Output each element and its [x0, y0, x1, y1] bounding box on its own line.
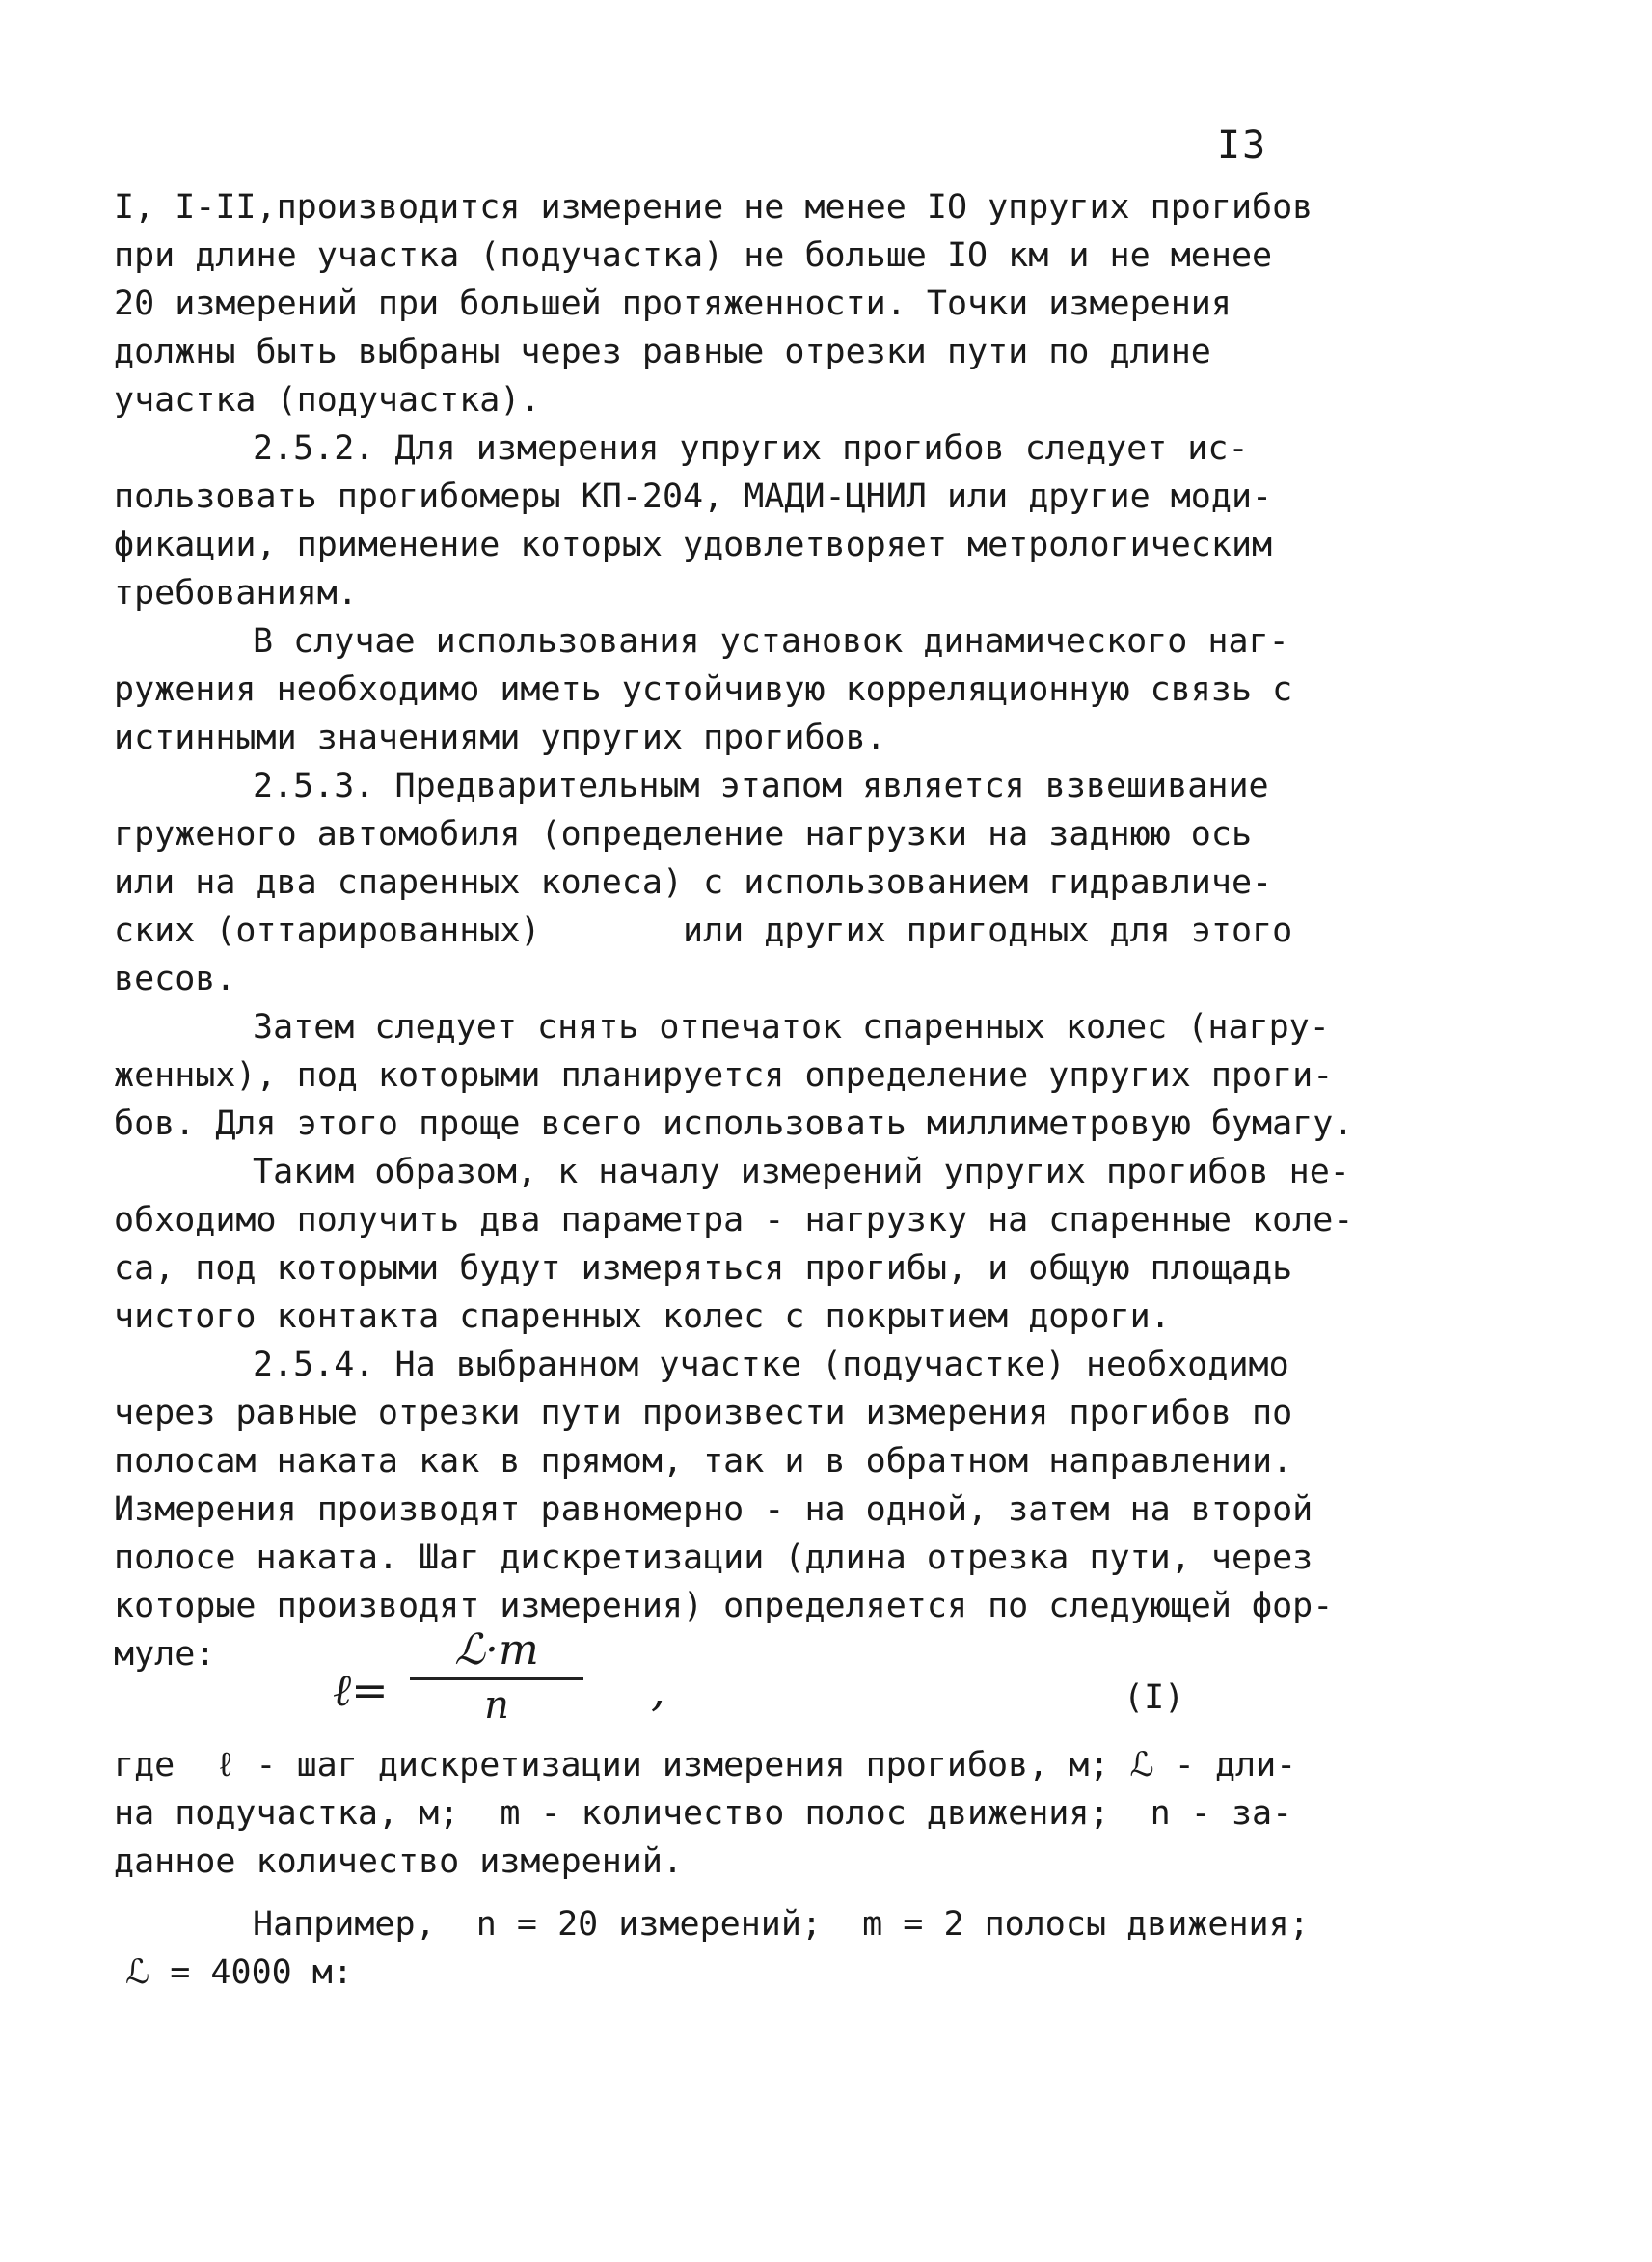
text-line: пользовать прогибомеры КП-204, МАДИ-ЦНИЛ или другие моди- — [114, 477, 1273, 516]
text-line: Измерения производят равномерно - на одной, затем на второй — [114, 1490, 1313, 1529]
text-line: которые производят измерения) определяется по следующей фор- — [114, 1587, 1334, 1625]
text-line: В случае использования установок динамического наг- — [253, 622, 1289, 661]
formula-denominator: n — [484, 1683, 509, 1728]
text-line: са, под которыми будут измеряться прогибы, и общую площадь — [114, 1249, 1293, 1288]
text-line: муле: — [114, 1635, 216, 1674]
text-line: участка (подучастка). — [114, 381, 541, 420]
text-line: груженого автомобиля (определение нагрузки на заднюю ось — [114, 815, 1253, 854]
text-line: истинными значениями упругих прогибов. — [114, 719, 886, 757]
formula-numerator: ℒ·m — [454, 1625, 539, 1675]
text-line: Затем следует снять отпечаток спаренных колес (нагру- — [253, 1008, 1330, 1047]
formula-fraction — [410, 1625, 583, 1727]
text-line: полосе наката. Шаг дискретизации (длина отрезка пути, через — [114, 1539, 1313, 1577]
text-line: чистого контакта спаренных колес с покрытием дороги. — [114, 1297, 1171, 1336]
text-line: 2.5.3. Предварительным этапом является взвешивание — [253, 767, 1269, 805]
text-line: весов. — [114, 960, 236, 998]
formula — [333, 1625, 665, 1728]
text-line: данное количество измерений. — [114, 1842, 684, 1881]
equation-number: (I) — [1124, 1678, 1185, 1717]
formula-separator: , — [651, 1664, 665, 1716]
text-line: 2.5.4. На выбранном участке (подучастке) необходимо — [253, 1346, 1289, 1384]
text-line: I, I-II,производится измерение не менее IO упругих прогибов — [114, 188, 1313, 227]
text-line: 2.5.2. Для измерения упругих прогибов следует ис- — [253, 429, 1249, 468]
text-line: должны быть выбраны через равные отрезки пути по длине — [114, 333, 1211, 371]
text-line: Например, n = 20 измерений; m = 2 полосы движения; — [253, 1905, 1310, 1944]
text-line: Таким образом, к началу измерений упругих прогибов не- — [253, 1153, 1350, 1191]
text-line: ℒ = 4000 м: — [125, 1953, 353, 1992]
text-line: где ℓ - шаг дискретизации измерения прогибов, м; ℒ - дли- — [114, 1746, 1297, 1785]
formula-lhs: ℓ= — [333, 1664, 389, 1716]
text-line: ружения необходимо иметь устойчивую корреляционную связь с — [114, 670, 1293, 709]
text-line: на подучастка, м; m - количество полос движения; n - за- — [114, 1794, 1293, 1833]
text-line: требованиям. — [114, 574, 358, 613]
text-line: ских (оттарированных) или других пригодных для этого — [114, 912, 1293, 950]
text-line: 20 измерений при большей протяженности. Точки измерения — [114, 285, 1232, 323]
text-line: бов. Для этого проще всего использовать миллиметровую бумагу. — [114, 1104, 1354, 1143]
text-line: женных), под которыми планируется определение упругих проги- — [114, 1056, 1334, 1095]
page-number: I3 — [1217, 123, 1268, 168]
text-line: при длине участка (подучастка) не больше IO км и не менее — [114, 236, 1273, 275]
text-line: полосам наката как в прямом, так и в обратном направлении. — [114, 1442, 1293, 1481]
text-line: фикации, применение которых удовлетворяет метрологическим — [114, 526, 1273, 564]
fraction-bar — [410, 1677, 583, 1680]
text-line: или на два спаренных колеса) с использованием гидравличе- — [114, 863, 1273, 902]
text-line: через равные отрезки пути произвести измерения прогибов по — [114, 1394, 1293, 1432]
text-line: обходимо получить два параметра - нагрузку на спаренные коле- — [114, 1201, 1354, 1240]
